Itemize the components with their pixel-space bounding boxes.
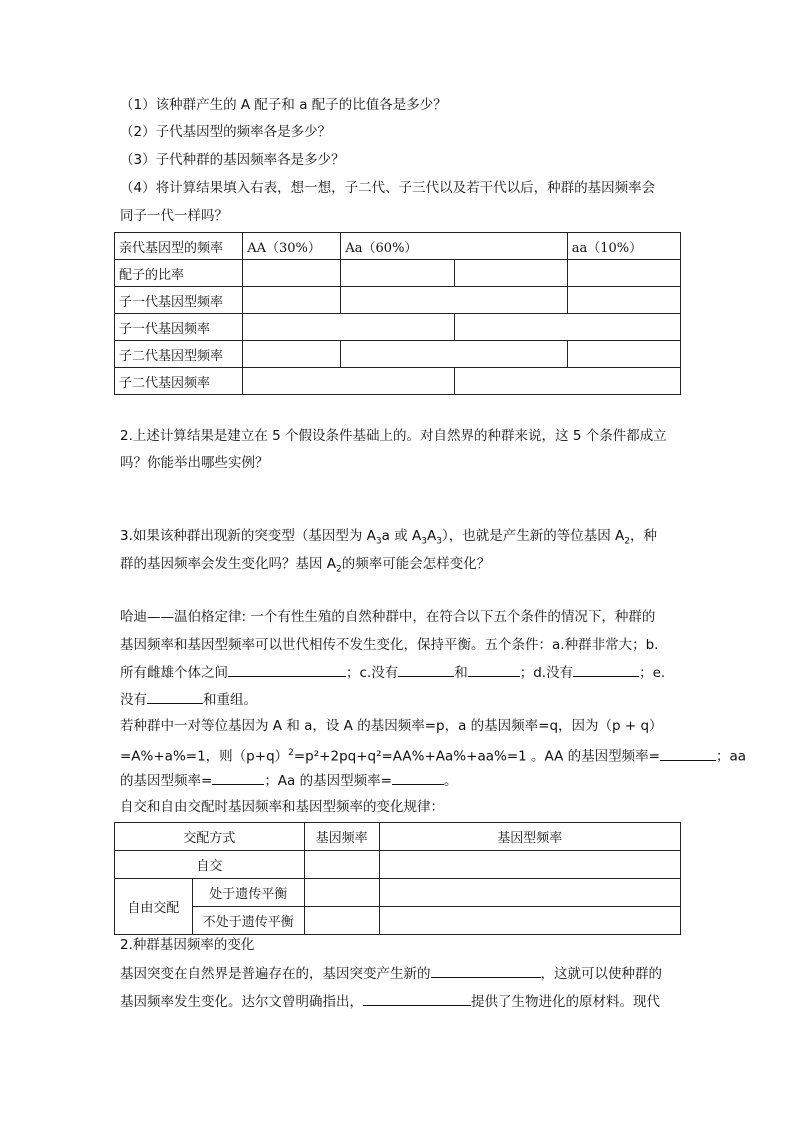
question-3: （3）子代种群的基因频率各是多少？ <box>120 152 345 168</box>
fill-blank[interactable] <box>431 963 541 978</box>
table-header-cell: 亲代基因型的频率 <box>115 233 243 260</box>
table-cell <box>304 851 379 879</box>
table-row-sublabel: 处于遗传平衡 <box>192 879 304 907</box>
table-cell <box>567 260 680 287</box>
table-cell <box>379 879 680 907</box>
table-header-cell: Aa（60%） <box>341 233 567 260</box>
table-cell <box>243 368 454 395</box>
table-cell <box>341 341 567 368</box>
table-row-label: 自由交配 <box>115 879 193 935</box>
fill-blank[interactable] <box>392 770 444 785</box>
table-row-label: 自交 <box>115 851 305 879</box>
table-header-cell: 交配方式 <box>115 823 305 851</box>
frequency-table <box>114 232 681 395</box>
table-row <box>115 314 681 341</box>
table-row-label: 子一代基因频率 <box>115 314 243 341</box>
table-row <box>115 287 681 314</box>
fill-blank[interactable] <box>228 662 346 677</box>
hardy-weinberg-line2: 基因频率和基因型频率可以世代相传不发生变化，保持平衡。五个条件：a.种群非常大；b. <box>120 637 659 653</box>
table-row <box>115 823 681 851</box>
table-row-label: 子一代基因型频率 <box>115 287 243 314</box>
section-change-line1: 基因突变在自然界是普遍存在的，基因突变产生新的 ，这就可以使种群的 <box>120 963 662 984</box>
hardy-weinberg-line5: 若种群中一对等位基因为 A 和 a，设 A 的基因频率=p，a 的基因频率=q，因为（p + q） <box>120 718 663 734</box>
question-2: （2）子代基因型的频率各是多少？ <box>120 124 332 140</box>
table-row-label: 子二代基因频率 <box>115 368 243 395</box>
table-row <box>115 851 681 879</box>
question-1: （1）该种群产生的 A 配子和 a 配子的比值各是多少？ <box>120 97 447 113</box>
fill-blank[interactable] <box>573 662 639 677</box>
question-4-line1: （4）将计算结果填入右表，想一想，子二代、子三代以及若干代以后，种群的基因频率会 <box>120 180 656 196</box>
table-cell <box>304 879 379 907</box>
table-cell <box>243 341 341 368</box>
table-cell <box>341 287 567 314</box>
table-cell <box>304 907 379 935</box>
table-header-cell: 基因频率 <box>304 823 379 851</box>
hardy-weinberg-line8: 自交和自由交配时基因频率和基因型频率的变化规律： <box>120 799 444 815</box>
fill-blank[interactable] <box>363 991 471 1006</box>
table-row <box>115 907 681 935</box>
fill-blank[interactable] <box>398 662 454 677</box>
table-cell <box>454 260 567 287</box>
table-cell <box>454 314 680 341</box>
mating-table <box>114 822 681 935</box>
table-header-cell: aa（10%） <box>567 233 680 260</box>
table-row <box>115 368 681 395</box>
table-row <box>115 341 681 368</box>
section-change-line2: 基因频率发生变化。达尔文曾明确指出， 提供了生物进化的原材料。现代 <box>120 991 660 1012</box>
table-cell <box>341 260 454 287</box>
hardy-weinberg-line7: 的基因型频率= ；Aa 的基因型频率= 。 <box>120 770 457 791</box>
section-2-line2: 吗？你能举出哪些实例？ <box>120 455 269 471</box>
hardy-weinberg-line3: 所有雌雄个体之间 ；c.没有 和 ；d.没有 ；e. <box>120 662 665 683</box>
hardy-weinberg-line4: 没有 和重组。 <box>120 689 257 710</box>
fill-blank[interactable] <box>660 746 716 761</box>
table-cell <box>454 368 680 395</box>
section-change-title: 2.种群基因频率的变化 <box>120 937 255 953</box>
table-cell <box>243 314 454 341</box>
table-cell <box>567 341 680 368</box>
hardy-weinberg-line6: =A%+a%=1，则$(p+q)^2=p^2+2pq+q^2=AA\%+Aa\%+aa\%=1$ 。AA 的基因型频率= ；aa <box>120 743 746 767</box>
table-row <box>115 233 681 260</box>
section-2-line1: 2.上述计算结果是建立在 5 个假设条件基础上的。对自然界的种群来说，这 5 个条件都成立 <box>120 428 667 444</box>
table-cell <box>379 907 680 935</box>
table-header-cell: 基因型频率 <box>379 823 680 851</box>
table-header-cell: AA（30%） <box>243 233 341 260</box>
table-row-label: 子二代基因型频率 <box>115 341 243 368</box>
question-4-line2: 同子一代一样吗？ <box>120 208 228 224</box>
table-cell <box>243 287 341 314</box>
table-cell <box>567 287 680 314</box>
fill-blank[interactable] <box>468 662 520 677</box>
table-cell <box>243 260 341 287</box>
section-3-line2: 群的基因频率会发生变化吗？基因 $A_2$的频率可能会怎样变化？ <box>120 556 491 575</box>
hardy-weinberg-line1: 哈迪——温伯格定律: 一个有性生殖的自然种群中，在符合以下五个条件的情况下，种群的 <box>120 609 656 625</box>
fill-blank[interactable] <box>147 689 203 704</box>
table-cell <box>379 851 680 879</box>
table-row <box>115 879 681 907</box>
section-3-line1: 3.如果该种群出现新的突变型（基因型为 $A_3a$ 或 $A_3A_3$），也就是产生新的等位基因 $A_2$，种 <box>120 528 657 547</box>
table-row-sublabel: 不处于遗传平衡 <box>192 907 304 935</box>
table-row-label: 配子的比率 <box>115 260 243 287</box>
fill-blank[interactable] <box>212 770 264 785</box>
table-row <box>115 260 681 287</box>
